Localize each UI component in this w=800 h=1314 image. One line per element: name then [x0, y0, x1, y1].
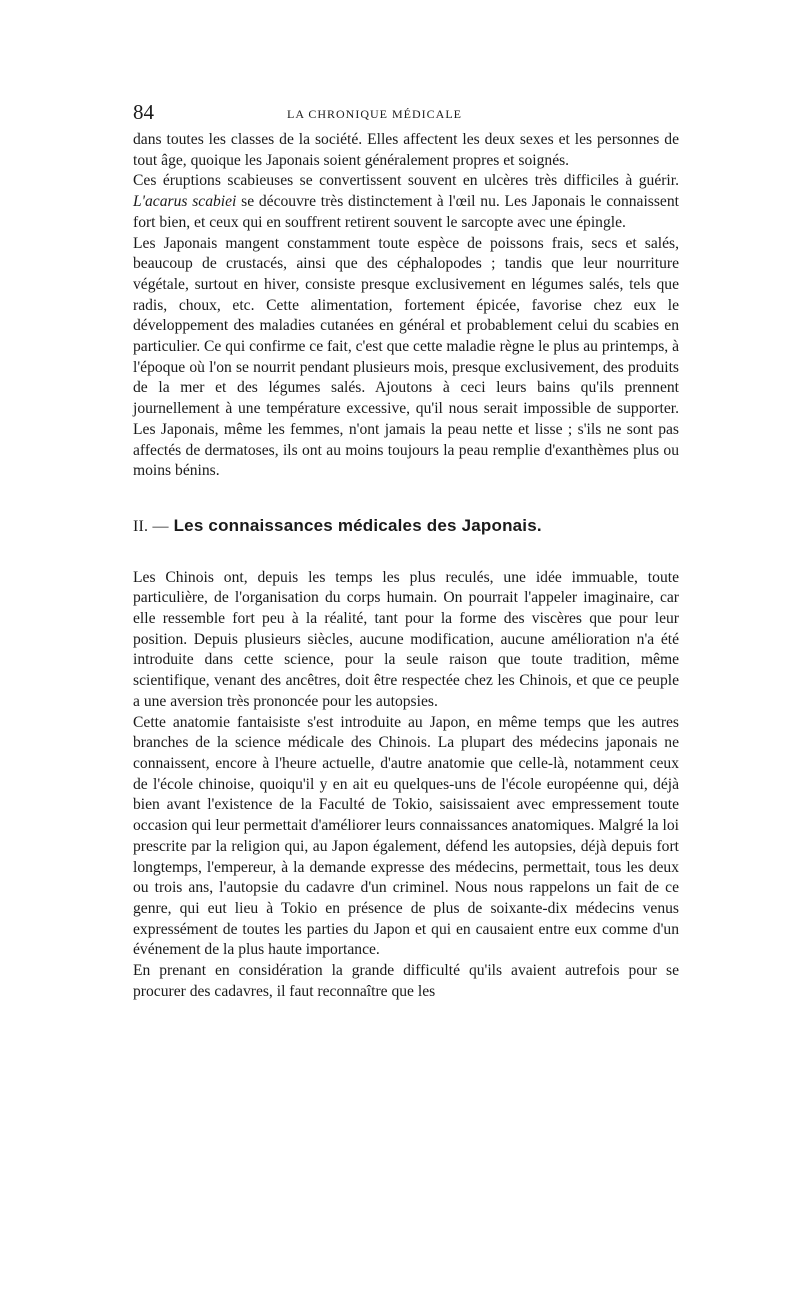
page	[133, 100, 679, 1002]
italic-term: L'acarus scabiei	[133, 193, 237, 211]
page-header	[133, 100, 679, 130]
paragraph: Les Chinois ont, depuis les temps les plus reculés, une idée immuable, toute particulière, de l'organisation du corps humain. On pourrait l'appeler imaginaire, car elle ressemble fort peu à la réalité, tant pour la forme des viscères que pour leur position. Depuis plusieurs siècles, aucune modification, aucune amélioration n'a été introduite dans cette science, pour la seule raison que toute tradition, même scientifique, venant des ancêtres, doit être respectée chez les Chinois, et que ce peuple a une aversion très prononcée pour les autopsies.	[133, 568, 679, 710]
paragraph: En prenant en considération la grande difficulté qu'ils avaient autrefois pour se procurer des cadavres, il faut reconnaître que les	[133, 962, 679, 1000]
text-run: se découvre très distinctement à l'œil nu. Les Japonais le connaissent fort bien, et ceux qui en souffrent retirent souvent le sarcopte avec une épingle.	[133, 193, 679, 231]
section-number: II. —	[133, 517, 169, 535]
running-head: LA CHRONIQUE MÉDICALE	[287, 107, 462, 121]
section-title: Les connaissances médicales des Japonais.	[173, 515, 542, 535]
paragraph: Cette anatomie fantaisiste s'est introduite au Japon, en même temps que les autres branches de la science médicale des Chinois. La plupart des médecins japonais ne connaissent, encore à l'heure actuelle, d'autre anatomie que celle-là, notamment ceux de l'école chinoise, quoiqu'il y en ait eu quelques-uns de l'école européenne qui, déjà bien avant l'existence de la Faculté de Tokio, saisissaient avec empressement toute occasion qui leur permettait d'améliorer leurs connaissances anatomiques. Malgré la loi prescrite par la religion qui, au Japon également, défend les autopsies, déjà depuis fort longtemps, l'empereur, à la demande expresse des médecins, permettait, tous les deux ou trois ans, l'autopsie du cadavre d'un criminel. Nous nous rappelons un fait de ce genre, qui eut lieu à Tokio en présence de plus de soixante-dix médecins venus expressément de toutes les parties du Japon et qui en causaient entre eux comme d'un événement de la plus haute importance.	[133, 713, 679, 959]
section-heading	[133, 516, 679, 538]
page-number: 84	[133, 100, 154, 124]
paragraph: Les Japonais mangent constamment toute espèce de poissons frais, secs et salés, beaucoup de crustacés, ainsi que des céphalopodes ; tandis que leur nourriture végétale, surtout en hiver, consiste presque exclusivement en légumes salés, tels que radis, choux, etc. Cette alimentation, fortement épicée, favorise chez eux le développement des maladies cutanées en général et probablement celui du scabies en particulier. Ce qui confirme ce fait, c'est que cette maladie règne le plus au printemps, à l'époque où l'on se nourrit pendant plusieurs mois, presque exclusivement, des produits de la mer et des légumes salés. Ajoutons à ceci leurs bains qu'ils prennent journellement à une température excessive, qu'il nous serait impossible de supporter. Les Japonais, même les femmes, n'ont jamais la peau nette et lisse ; s'ils ne sont pas affectés de dermatoses, ils ont au moins toujours la peau remplie d'exanthèmes plus ou moins bénins.	[133, 234, 679, 480]
paragraph	[133, 171, 679, 233]
text-run: Ces éruptions scabieuses se convertissent souvent en ulcères très difficiles à guérir.	[133, 172, 679, 190]
body-text	[133, 130, 679, 1002]
paragraph: dans toutes les classes de la société. Elles affectent les deux sexes et les personnes de tout âge, quoique les Japonais soient généralement propres et soignés.	[133, 131, 679, 169]
